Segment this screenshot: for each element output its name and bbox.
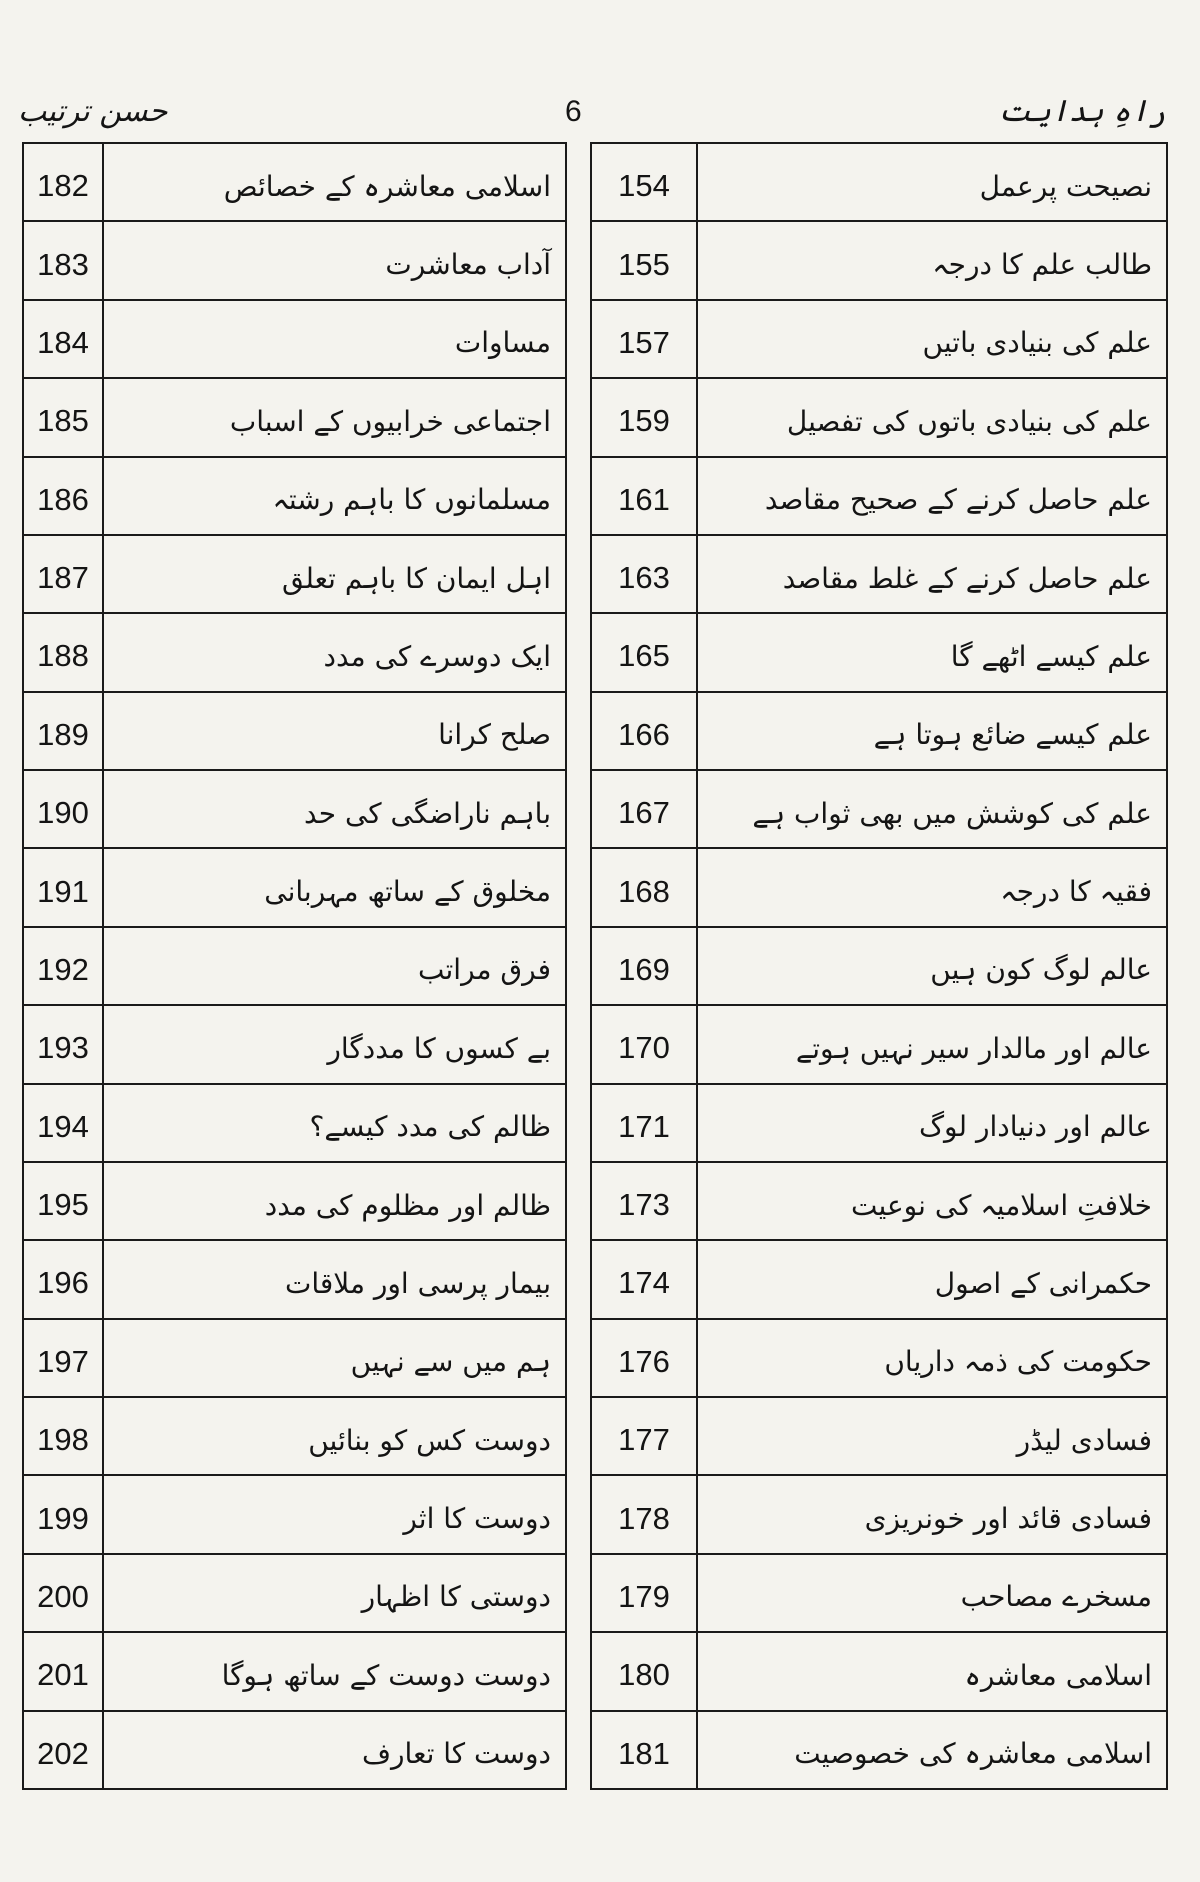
toc-row: [24, 222, 565, 300]
toc-entry-title: دوست دوست کے ساتھ ہوگا: [221, 1658, 551, 1692]
toc-page-number: 202: [24, 1712, 104, 1788]
toc-page-number: 165: [592, 614, 698, 690]
toc-entry-title: اسلامی معاشرہ: [964, 1658, 1152, 1692]
toc-page-number: 201: [24, 1633, 104, 1709]
book-title-header: راہِ ہدایت: [998, 94, 1166, 129]
toc-entry-title: صلح کرانا: [438, 718, 551, 752]
toc-entry-title: بیمار پرسی اور ملاقات: [284, 1266, 551, 1300]
toc-row: [592, 849, 1166, 927]
toc-page-number: 170: [592, 1006, 698, 1082]
toc-page-number: 186: [24, 458, 104, 534]
toc-page-number: 178: [592, 1476, 698, 1552]
toc-page-number: 166: [592, 693, 698, 769]
toc-entry-title: ہم میں سے نہیں: [350, 1345, 551, 1379]
toc-entry-title: علم کیسے اٹھے گا: [950, 639, 1152, 673]
toc-row: [592, 1712, 1166, 1788]
toc-row: [24, 1085, 565, 1163]
toc-entry-title: اسلامی معاشرہ کی خصوصیت: [794, 1737, 1152, 1771]
toc-page-number: 174: [592, 1241, 698, 1317]
toc-page-number: 157: [592, 301, 698, 377]
toc-row: [592, 301, 1166, 379]
toc-row: [592, 379, 1166, 457]
toc-row: [24, 614, 565, 692]
toc-page-number: 180: [592, 1633, 698, 1709]
toc-page-number: 171: [592, 1085, 698, 1161]
toc-row: [24, 1241, 565, 1319]
toc-entry-title: مساوات: [454, 326, 551, 360]
toc-row: [24, 1712, 565, 1788]
toc-page-number: 188: [24, 614, 104, 690]
toc-page-number: 177: [592, 1398, 698, 1474]
toc-entry-title: دوست کا تعارف: [362, 1737, 551, 1771]
toc-page-number: 182: [24, 144, 104, 220]
toc-page-number: 185: [24, 379, 104, 455]
toc-entry-title: مسخرے مصاحب: [960, 1580, 1152, 1614]
toc-page-number: 183: [24, 222, 104, 298]
toc-row: [592, 1476, 1166, 1554]
toc-row: [24, 144, 565, 222]
toc-page-number: 154: [592, 144, 698, 220]
toc-page-number: 181: [592, 1712, 698, 1788]
toc-entry-title: دوست کس کو بنائیں: [308, 1423, 551, 1457]
toc-row: [592, 1633, 1166, 1711]
contents-table-right: [590, 142, 1168, 1790]
toc-row: [24, 379, 565, 457]
toc-page-number: 189: [24, 693, 104, 769]
toc-page-number: 199: [24, 1476, 104, 1552]
toc-row: [24, 928, 565, 1006]
toc-entry-title: علم کی بنیادی باتیں: [922, 326, 1152, 360]
toc-page-number: 155: [592, 222, 698, 298]
toc-entry-title: دوست کا اثر: [403, 1502, 551, 1536]
toc-page-number: 167: [592, 771, 698, 847]
toc-page-number: 197: [24, 1320, 104, 1396]
toc-row: [592, 1241, 1166, 1319]
page-number: 6: [565, 95, 582, 128]
toc-page-number: 161: [592, 458, 698, 534]
toc-entry-title: فسادی لیڈر: [1016, 1423, 1152, 1457]
toc-row: [592, 1555, 1166, 1633]
toc-page-number: 200: [24, 1555, 104, 1631]
toc-entry-title: فسادی قائد اور خونریزی: [864, 1502, 1152, 1536]
toc-page-number: 192: [24, 928, 104, 1004]
toc-entry-title: علم حاصل کرنے کے صحیح مقاصد: [764, 483, 1152, 517]
toc-entry-title: عالم لوگ کون ہیں: [930, 953, 1152, 987]
toc-entry-title: ایک دوسرے کی مدد: [323, 639, 551, 673]
toc-entry-title: دوستی کا اظہار: [361, 1580, 551, 1614]
toc-page-number: 194: [24, 1085, 104, 1161]
contents-table-left: [22, 142, 567, 1790]
toc-row: [592, 1085, 1166, 1163]
toc-row: [592, 614, 1166, 692]
toc-entry-title: بے کسوں کا مددگار: [327, 1031, 551, 1065]
toc-page-number: 184: [24, 301, 104, 377]
toc-page-number: 190: [24, 771, 104, 847]
toc-entry-title: عالم اور مالدار سیر نہیں ہوتے: [795, 1031, 1152, 1065]
toc-page-number: 159: [592, 379, 698, 455]
toc-row: [592, 144, 1166, 222]
toc-row: [592, 222, 1166, 300]
toc-entry-title: ظالم کی مدد کیسے؟: [309, 1110, 551, 1144]
toc-page-number: 187: [24, 536, 104, 612]
toc-page-number: 169: [592, 928, 698, 1004]
toc-row: [24, 458, 565, 536]
toc-page-number: 193: [24, 1006, 104, 1082]
toc-entry-title: ظالم اور مظلوم کی مدد: [264, 1188, 551, 1222]
toc-entry-title: اجتماعی خرابیوں کے اسباب: [229, 404, 551, 438]
toc-page-number: 173: [592, 1163, 698, 1239]
toc-entry-title: حکمرانی کے اصول: [934, 1266, 1152, 1300]
toc-row: [24, 1006, 565, 1084]
toc-entry-title: طالب علم کا درجہ: [932, 248, 1152, 282]
toc-row: [592, 458, 1166, 536]
toc-row: [24, 1555, 565, 1633]
toc-entry-title: آداب معاشرت: [385, 248, 551, 282]
toc-row: [24, 1476, 565, 1554]
toc-entry-title: اسلامی معاشرہ کے خصائص: [223, 169, 551, 203]
toc-entry-title: علم کی بنیادی باتوں کی تفصیل: [786, 404, 1152, 438]
toc-entry-title: اہل ایمان کا باہم تعلق: [282, 561, 551, 595]
toc-entry-title: باہم ناراضگی کی حد: [304, 796, 551, 830]
toc-page-number: 191: [24, 849, 104, 925]
toc-row: [592, 771, 1166, 849]
toc-row: [592, 1163, 1166, 1241]
toc-entry-title: علم حاصل کرنے کے غلط مقاصد: [782, 561, 1152, 595]
toc-row: [24, 771, 565, 849]
toc-row: [592, 1320, 1166, 1398]
toc-entry-title: نصیحت پرعمل: [979, 169, 1152, 203]
toc-entry-title: فرق مراتب: [418, 953, 551, 987]
toc-row: [24, 849, 565, 927]
toc-entry-title: علم کی کوشش میں بھی ثواب ہے: [752, 796, 1152, 830]
toc-page-number: 196: [24, 1241, 104, 1317]
toc-row: [24, 1320, 565, 1398]
toc-entry-title: خلافتِ اسلامیہ کی نوعیت: [851, 1188, 1152, 1222]
toc-page-number: 195: [24, 1163, 104, 1239]
toc-page-number: 179: [592, 1555, 698, 1631]
section-header: حسن ترتیب: [18, 94, 168, 129]
toc-row: [24, 693, 565, 771]
toc-row: [592, 1398, 1166, 1476]
toc-row: [24, 1398, 565, 1476]
toc-entry-title: فقیہ کا درجہ: [1000, 875, 1152, 909]
toc-entry-title: عالم اور دنیادار لوگ: [919, 1110, 1152, 1144]
toc-row: [24, 1163, 565, 1241]
toc-row: [24, 301, 565, 379]
toc-page-number: 176: [592, 1320, 698, 1396]
toc-entry-title: حکومت کی ذمہ داریاں: [884, 1345, 1152, 1379]
toc-row: [24, 1633, 565, 1711]
toc-entry-title: مخلوق کے ساتھ مہربانی: [264, 875, 551, 909]
toc-row: [24, 536, 565, 614]
toc-row: [592, 693, 1166, 771]
toc-row: [592, 928, 1166, 1006]
toc-row: [592, 536, 1166, 614]
toc-row: [592, 1006, 1166, 1084]
toc-entry-title: علم کیسے ضائع ہوتا ہے: [873, 718, 1152, 752]
toc-page-number: 168: [592, 849, 698, 925]
toc-entry-title: مسلمانوں کا باہم رشتہ: [272, 483, 551, 517]
toc-page-number: 198: [24, 1398, 104, 1474]
toc-page-number: 163: [592, 536, 698, 612]
